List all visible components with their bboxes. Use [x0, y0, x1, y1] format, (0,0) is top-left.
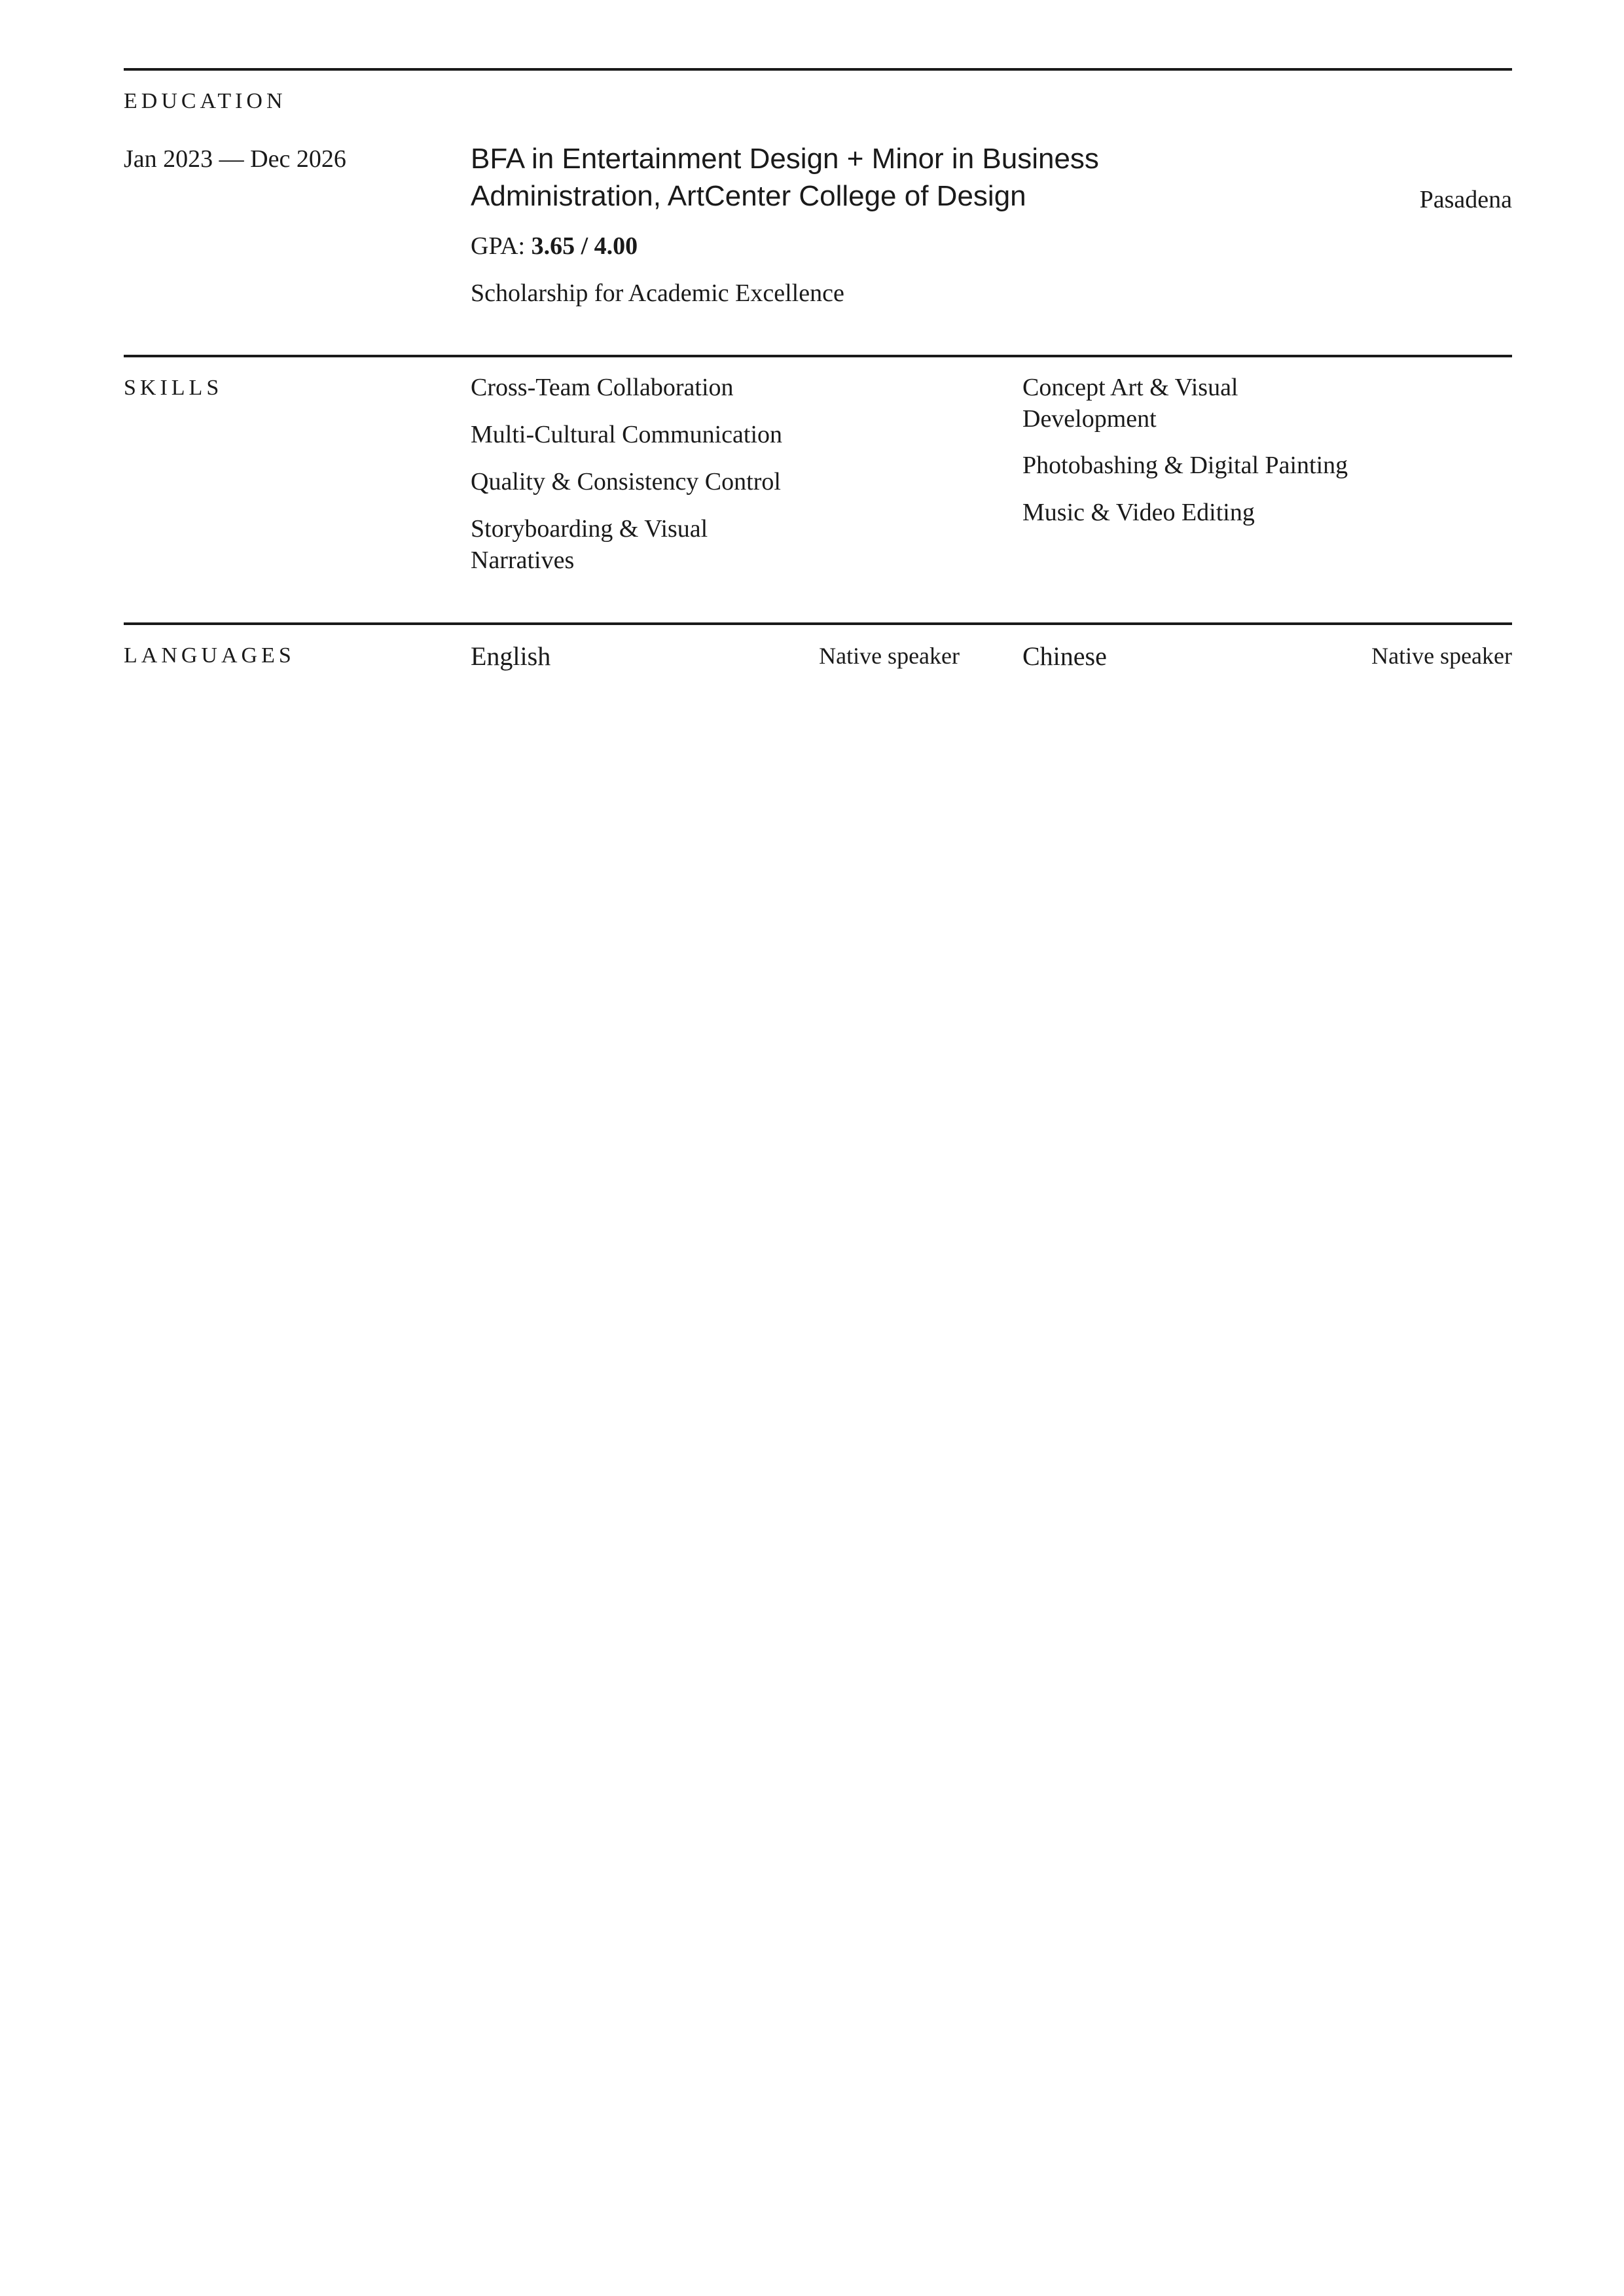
education-degree-title-line: Administration, ArtCenter College of Design: [471, 180, 1026, 212]
education-degree-title: [471, 140, 1191, 215]
section-heading-languages: LANGUAGES: [124, 643, 295, 668]
education-location: Pasadena: [1419, 186, 1512, 213]
language-level: Native speaker: [1371, 643, 1512, 669]
skill-item: Photobashing & Digital Painting: [1022, 452, 1348, 479]
section-heading-education: EDUCATION: [124, 89, 287, 113]
skill-item-line: Concept Art & Visual: [1022, 374, 1238, 401]
education-degree-title-line: BFA in Entertainment Design + Minor in Business: [471, 143, 1099, 175]
skill-item-line: Storyboarding & Visual: [471, 515, 708, 543]
gpa-label: GPA:: [471, 232, 532, 260]
education-dates: Jan 2023 — Dec 2026: [124, 145, 346, 173]
skill-item: [1022, 372, 1238, 435]
section-divider: [124, 68, 1512, 71]
skill-item-line: Narratives: [471, 546, 575, 574]
section-divider: [124, 622, 1512, 625]
section-heading-skills: SKILLS: [124, 376, 223, 400]
skill-item: Quality & Consistency Control: [471, 468, 781, 495]
skill-item-line: Development: [1022, 404, 1157, 433]
skill-item: Music & Video Editing: [1022, 499, 1255, 526]
language-name: Chinese: [1022, 641, 1107, 671]
education-gpa: [471, 231, 638, 262]
skill-item: [471, 514, 708, 576]
skill-item: Cross-Team Collaboration: [471, 374, 734, 401]
skill-item: Multi-Cultural Communication: [471, 421, 783, 448]
section-divider: [124, 355, 1512, 357]
language-name: English: [471, 641, 551, 671]
education-award: Scholarship for Academic Excellence: [471, 279, 844, 307]
language-level: Native speaker: [819, 643, 960, 669]
gpa-value: 3.65 / 4.00: [531, 232, 638, 260]
